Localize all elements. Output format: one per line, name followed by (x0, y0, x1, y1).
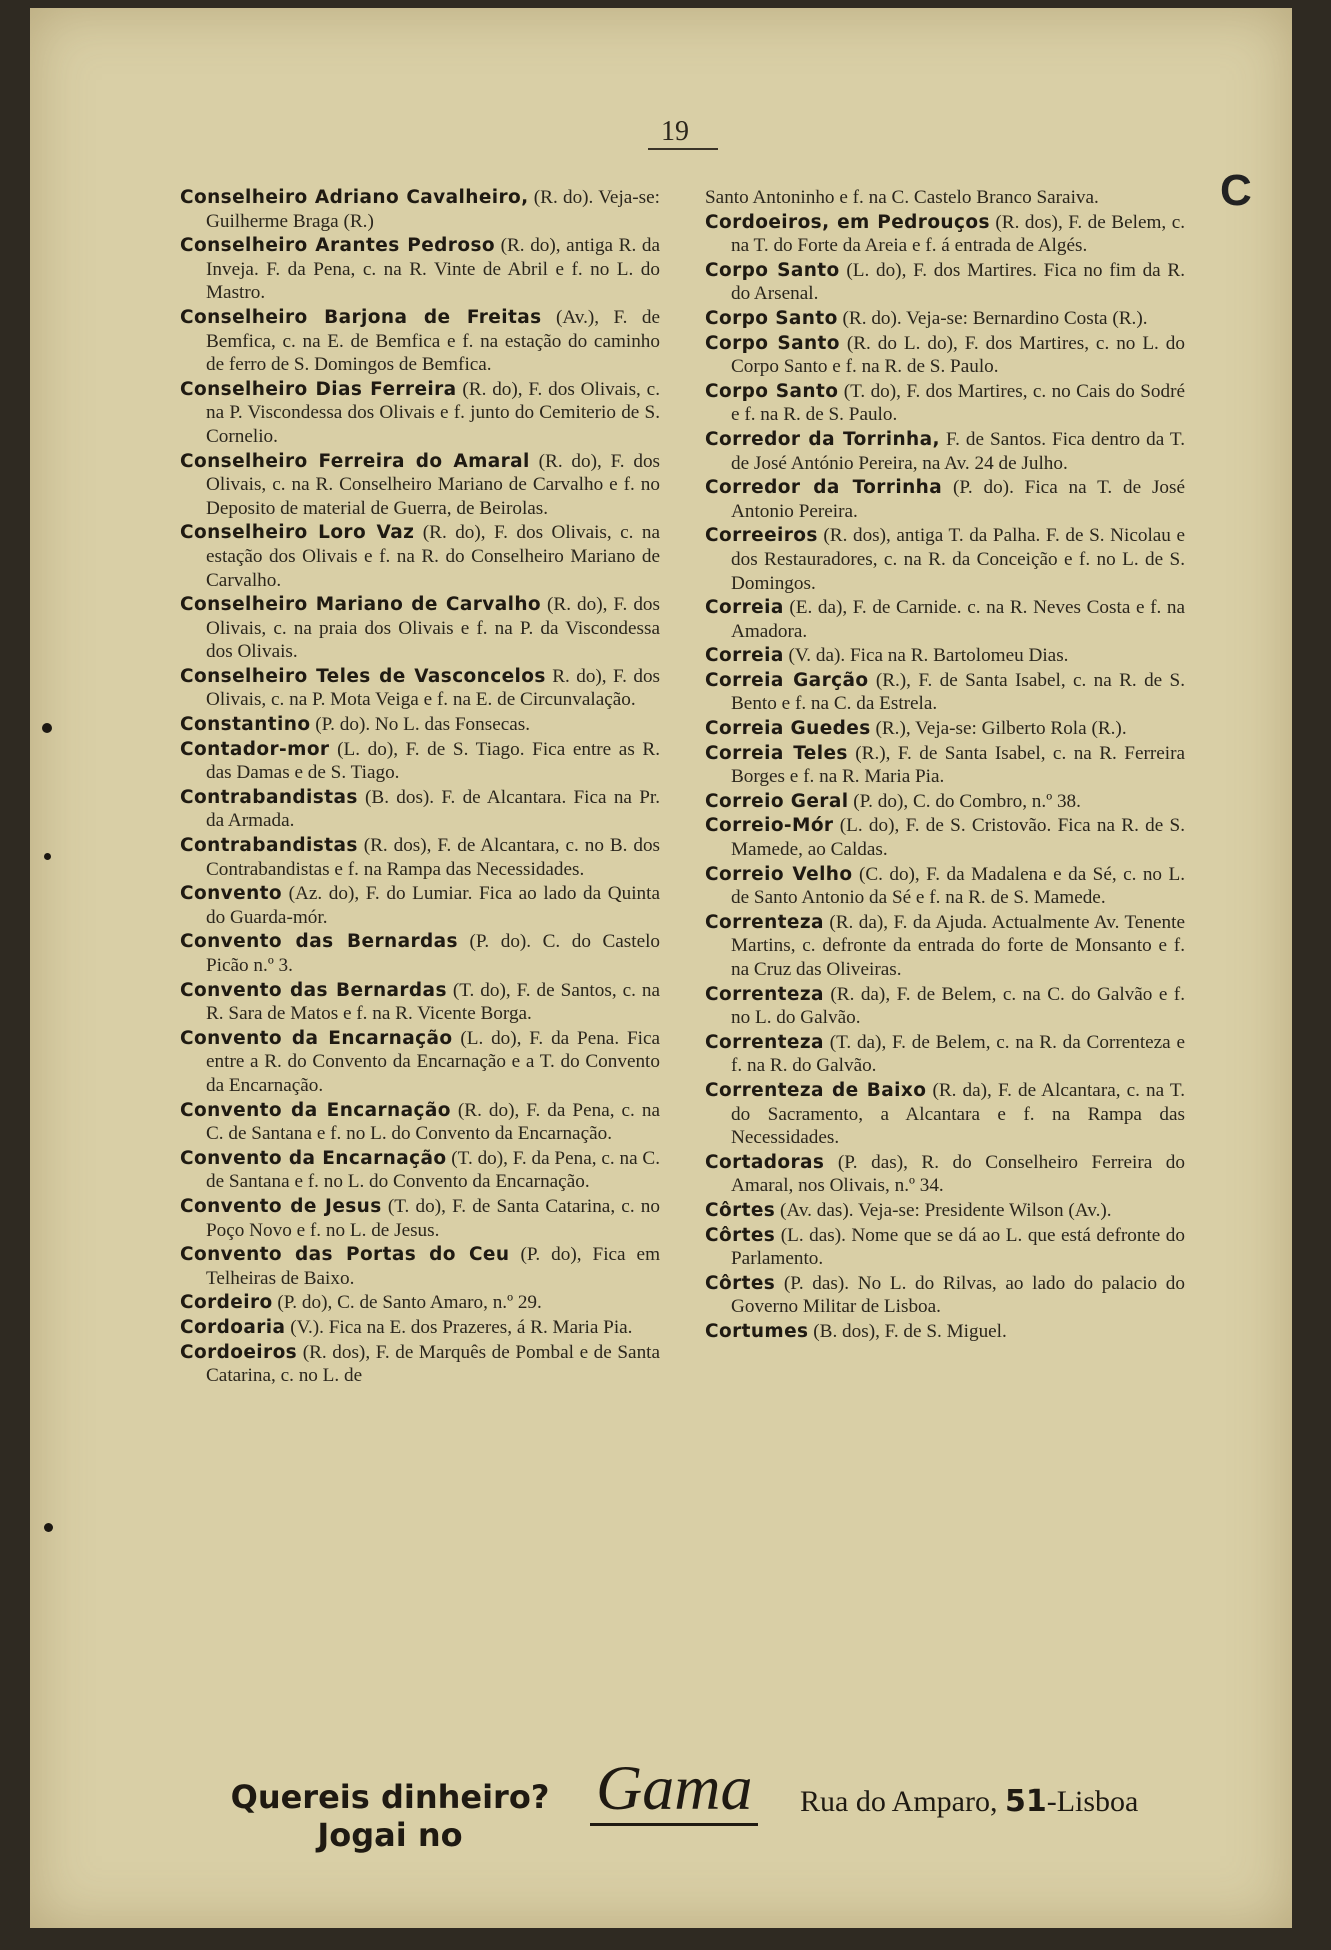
ink-spot (44, 1523, 53, 1532)
street-name: Côrtes (705, 1272, 776, 1294)
street-name: Convento das Bernardas (180, 979, 447, 1001)
street-entry (180, 306, 660, 377)
street-description: (R. do), F. dos Olivais, c. na praia dos Olivais e f. na P. da Viscondessa dos Olivais. (206, 594, 660, 663)
ad-line-2: Jogai no (317, 1816, 463, 1854)
street-name: Conselheiro Mariano de Carvalho (180, 594, 542, 616)
street-description: (T. do), F. de Santos, c. na R. Sara de Matos e f. na R. Vicente Borga. (206, 979, 660, 1025)
street-entry (180, 1027, 660, 1098)
street-entry (180, 1341, 660, 1388)
street-entry (705, 983, 1185, 1030)
street-name: Corredor da Torrinha, (705, 428, 940, 450)
street-description: (L. do), F. de S. Cristovão. Fica na R. de S. Mamede, ao Caldas. (731, 815, 1185, 861)
street-name: Constantino (180, 714, 311, 736)
street-description: (C. do), F. da Madalena e da Sé, c. no L. de Santo Antonio da Sé e f. na R. de S. Mamede. (731, 863, 1185, 909)
street-name: Corpo Santo (705, 380, 839, 402)
street-description: (B. dos). F. de Alcantara. Fica na Pr. da Armada. (206, 786, 660, 832)
street-description: (T. da), F. de Belem, c. na R. da Correnteza e f. na R. do Galvão. (731, 1031, 1185, 1077)
street-entry (705, 911, 1185, 982)
address-prefix: Rua do Amparo, (800, 1785, 1005, 1818)
street-name: Correia Guedes (705, 718, 871, 740)
street-name: Conselheiro Dias Ferreira (180, 378, 457, 400)
street-name: Cordoeiros, em Pedrouços (705, 211, 990, 233)
street-description: R. do), F. dos Olivais, c. na P. Mota Veiga e f. na E. de Circunvalação. (206, 665, 661, 711)
street-name: Convento de Jesus (180, 1195, 382, 1217)
street-description: (P. do). No L. das Fonsecas. (315, 714, 531, 736)
street-entry (705, 1151, 1185, 1198)
street-description: Santo Antoninho e f. na C. Castelo Branco Saraiva. (705, 187, 1099, 208)
street-entry (705, 186, 1185, 210)
street-entry (705, 596, 1185, 643)
street-entry (705, 814, 1185, 861)
street-description: (Az. do), F. do Lumiar. Fica ao lado da Quinta do Guarda-mór. (206, 883, 660, 928)
street-entry (180, 1291, 660, 1315)
street-name: Conselheiro Ferreira do Amaral (180, 450, 530, 472)
street-description: (R. dos), antiga T. da Palha. F. de S. Nicolau e dos Restauradores, c. na R. da Conceição e f. no L. de S. Domingos. (731, 525, 1185, 594)
gama-logo: Gama (590, 1753, 758, 1826)
street-name: Cortadoras (705, 1151, 825, 1173)
street-description: (R. do), F. dos Olivais, c. na R. Conselheiro Mariano de Carvalho e f. no Deposito de material de Guerra, de Beirolas. (206, 450, 661, 519)
street-entry (180, 738, 660, 785)
street-name: Conselheiro Barjona de Freitas (180, 306, 542, 328)
street-description: (R. dos), F. de Marquês de Pombal e de Santa Catarina, c. no L. de (206, 1341, 661, 1387)
street-name: Correia Garção (705, 669, 869, 691)
street-entry (705, 524, 1185, 595)
street-name: Contrabandistas (180, 835, 358, 857)
street-name: Corpo Santo (705, 259, 840, 281)
street-name: Convento da Encarnação (180, 1099, 451, 1121)
street-name: Correia Teles (705, 742, 848, 764)
street-entry (705, 428, 1185, 475)
street-description: F. de Santos. Fica dentro da T. de José António Pereira, na Av. 24 de Julho. (731, 428, 1186, 474)
street-entry (705, 476, 1185, 523)
street-description: (L. das). Nome que se dá ao L. que está defronte do Parlamento. (731, 1224, 1185, 1270)
street-name: Correnteza (705, 983, 824, 1005)
street-name: Cordoeiros (180, 1341, 298, 1363)
street-entry (705, 307, 1185, 331)
street-entry (705, 1224, 1185, 1271)
street-entry (180, 979, 660, 1026)
street-description: (T. do), F. da Pena, c. na C. de Santana e f. no L. do Convento da Encarnação. (206, 1147, 660, 1193)
street-name: Correeiros (705, 525, 818, 547)
street-entry (180, 713, 660, 737)
street-name: Correnteza (705, 1031, 824, 1053)
street-description: (R. do). Veja-se: Bernardino Costa (R.). (842, 307, 1148, 329)
street-description: (B. dos), F. de S. Miguel. (813, 1320, 1007, 1342)
street-entry (180, 234, 660, 305)
street-name: Contrabandistas (180, 786, 358, 808)
street-name: Correnteza (705, 911, 824, 933)
street-description: (R. do L. do), F. dos Martires, c. no L. do Corpo Santo e f. na R. de S. Paulo. (731, 332, 1185, 378)
street-name: Conselheiro Teles de Vasconcelos (180, 665, 546, 687)
street-entry (705, 717, 1185, 741)
street-name: Correia (705, 597, 784, 619)
street-name: Conselheiro Adriano Cavalheiro, (180, 187, 529, 208)
left-column (180, 186, 660, 1389)
street-name: Conselheiro Loro Vaz (180, 522, 415, 544)
street-description: (Av.), F. de Bemfica, c. na E. de Bemfica e f. na estação do caminho de ferro de S. Domingos de Bemfica. (206, 306, 660, 376)
page-number-rule (648, 148, 718, 150)
street-entry (180, 521, 660, 592)
street-entry (180, 1195, 660, 1242)
street-description: (R.), F. de Santa Isabel, c. na R. de S. Bento e f. na C. da Estrela. (731, 669, 1185, 715)
street-description: (R. do), F. da Pena, c. na C. de Santana e f. no L. do Convento da Encarnação. (206, 1099, 660, 1145)
address-number: 51 (1004, 1784, 1047, 1819)
street-entry (705, 211, 1185, 258)
street-description: (V.). Fica na E. dos Prazeres, á R. Maria Pia. (290, 1316, 633, 1338)
street-name: Convento das Bernardas (180, 931, 458, 953)
street-entry (180, 378, 660, 449)
street-entry (180, 1099, 660, 1146)
street-entry (705, 742, 1185, 789)
street-description: (T. do), F. dos Martires, c. no Cais do Sodré e f. na R. de S. Paulo. (731, 380, 1185, 426)
street-name: Cortumes (705, 1320, 809, 1342)
street-entry (705, 1320, 1185, 1344)
street-description: (P. do), Fica em Telheiras de Baixo. (206, 1244, 661, 1289)
street-entry (705, 380, 1185, 427)
street-entry (180, 882, 660, 929)
street-entry (180, 786, 660, 833)
street-description: (R. do), antiga R. da Inveja. F. da Pena, c. na R. Vinte de Abril e f. no L. do Mastro. (206, 235, 660, 304)
street-name: Conselheiro Arantes Pedroso (180, 235, 495, 257)
section-letter: C (1220, 166, 1252, 215)
street-description: (L. do), F. de S. Tiago. Fica entre as R. das Damas e de S. Tiago. (206, 738, 661, 784)
street-entry (180, 1147, 660, 1194)
street-description: (R. da), F. da Ajuda. Actualmente Av. Tenente Martins, c. defronte da entrada do forte de Monsanto e f. na Cruz das Oliveiras. (731, 911, 1185, 980)
street-description: (Av. das). Veja-se: Presidente Wilson (Av.). (780, 1199, 1112, 1221)
street-name: Correio Geral (705, 790, 849, 812)
street-description: (T. do), F. de Santa Catarina, c. no Poço Novo e f. no L. de Jesus. (206, 1195, 660, 1241)
street-description: (R. dos), F. de Belem, c. na T. do Forte da Areia e f. á entrada de Algés. (731, 211, 1186, 257)
street-description: (P. das). No L. do Rilvas, ao lado do palacio do Governo Militar de Lisboa. (731, 1272, 1185, 1318)
street-entry (705, 1079, 1185, 1150)
street-name: Correio-Mór (705, 815, 834, 837)
street-name: Contador-mor (180, 738, 330, 760)
street-name: Correnteza de Baixo (705, 1079, 927, 1101)
street-name: Correia (705, 645, 784, 667)
street-entry (705, 669, 1185, 716)
street-description: (R. da), F. de Belem, c. na C. do Galvão e f. no L. do Galvão. (731, 983, 1185, 1029)
street-name: Convento da Encarnação (180, 1027, 453, 1049)
street-entry (180, 1243, 660, 1290)
street-description: (P. do), C. do Combro, n.º 38. (853, 790, 1081, 812)
ink-spot (42, 723, 52, 733)
street-description: (P. do). Fica na T. de José Antonio Pereira. (731, 477, 1186, 522)
street-entry (180, 593, 660, 664)
advertisement-address (800, 1784, 1138, 1819)
street-entry (705, 644, 1185, 668)
street-description: (P. do). C. do Castelo Picão n.º 3. (206, 931, 661, 976)
street-description: (R. do), F. dos Olivais, c. na estação dos Olivais e f. na R. do Conselheiro Mariano de Carvalho. (206, 522, 661, 591)
street-entry (705, 332, 1185, 379)
street-entry (705, 1199, 1185, 1223)
street-name: Convento da Encarnação (180, 1147, 447, 1169)
right-column (705, 186, 1185, 1345)
street-name: Côrtes (705, 1224, 776, 1246)
street-entry (180, 930, 660, 977)
street-description: (R. do). Veja-se: Guilherme Braga (R.) (206, 187, 660, 232)
street-description: (R. da), F. de Alcantara, c. na T. do Sacramento, a Alcantara e f. na Rampa das Necessidades. (731, 1079, 1186, 1149)
street-name: Convento (180, 883, 282, 905)
street-description: (R. dos), F. de Alcantara, c. no B. dos Contrabandistas e f. na Rampa das Necessidades. (206, 835, 661, 880)
street-description: (R. do), F. dos Olivais, c. na P. Viscondessa dos Olivais e f. junto do Cemiterio de S. Cornelio. (206, 378, 660, 447)
street-entry (180, 186, 660, 233)
street-name: Corpo Santo (705, 307, 838, 329)
advertisement-text (190, 1778, 590, 1854)
street-entry (180, 665, 660, 712)
page (30, 8, 1292, 1928)
street-description: (L. do), F. dos Martires. Fica no fim da R. do Arsenal. (731, 259, 1185, 305)
street-description: (V. da). Fica na R. Bartolomeu Dias. (788, 645, 1069, 667)
street-description: (E. da), F. de Carnide. c. na R. Neves Costa e f. na Amadora. (731, 597, 1185, 642)
street-description: (P. das), R. do Conselheiro Ferreira do Amaral, nos Olivais, n.º 34. (731, 1151, 1185, 1197)
street-name: Correio Velho (705, 863, 853, 885)
street-name: Cordoaria (180, 1316, 286, 1338)
address-suffix: -Lisboa (1046, 1785, 1139, 1818)
street-entry (180, 450, 660, 521)
street-description: (P. do), C. de Santo Amaro, n.º 29. (277, 1292, 542, 1314)
page-number: 19 (661, 116, 689, 147)
street-entry (180, 834, 660, 881)
ad-line-1: Quereis dinheiro? (230, 1778, 550, 1816)
street-entry (705, 1031, 1185, 1078)
street-entry (705, 863, 1185, 910)
street-name: Côrtes (705, 1199, 776, 1221)
street-entry (705, 1272, 1185, 1319)
street-name: Corredor da Torrinha (705, 477, 943, 499)
street-description: (L. do), F. da Pena. Fica entre a R. do Convento da Encarnação e a T. do Convento da Encarnação. (206, 1027, 660, 1096)
ink-spot (44, 853, 51, 860)
street-description: (R.), Veja-se: Gilberto Rola (R.). (875, 718, 1127, 740)
street-description: (R.), F. de Santa Isabel, c. na R. Ferreira Borges e f. na R. Maria Pia. (731, 742, 1186, 788)
street-name: Convento das Portas do Ceu (180, 1244, 510, 1266)
street-entry (705, 259, 1185, 306)
street-name: Cordeiro (180, 1292, 273, 1314)
street-entry (180, 1316, 660, 1340)
street-name: Corpo Santo (705, 332, 840, 354)
street-entry (705, 790, 1185, 814)
